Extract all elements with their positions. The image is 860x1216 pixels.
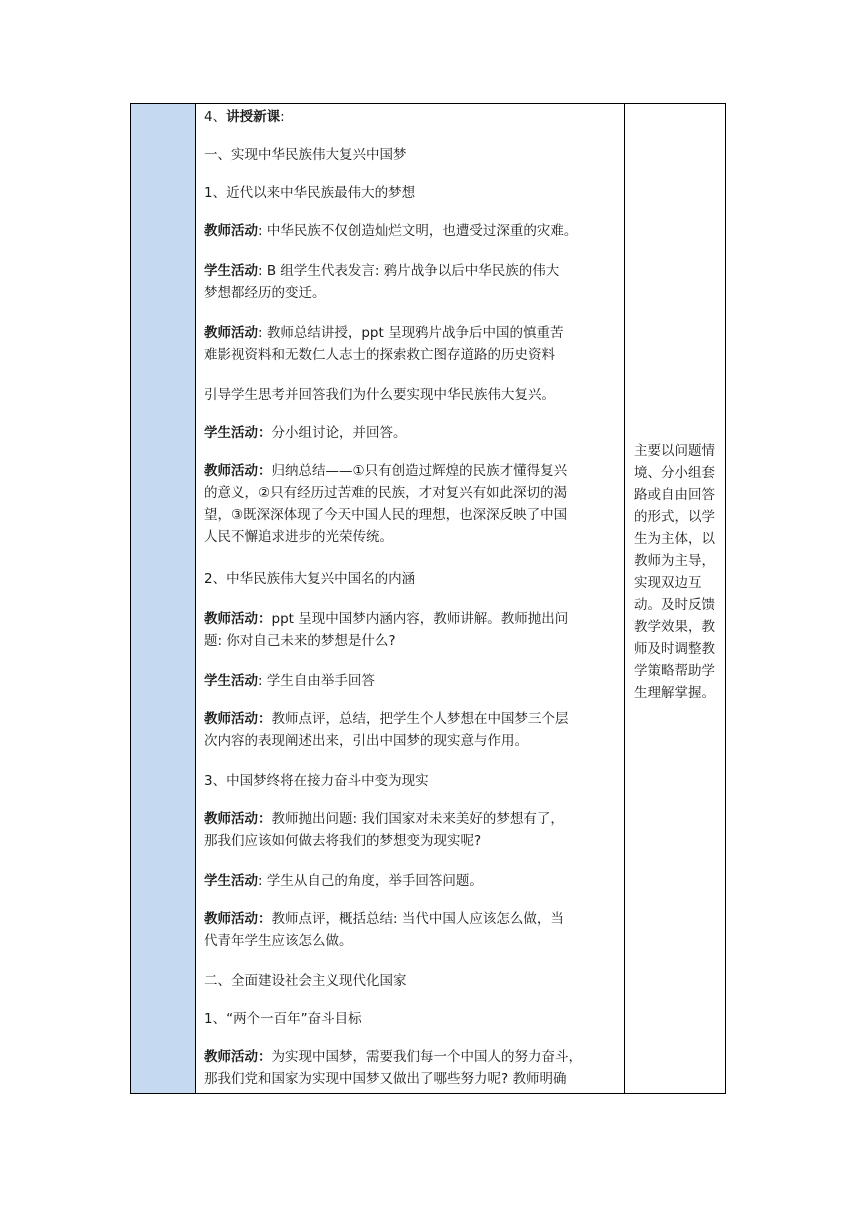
paragraph-6: 教师活动：归纳总结——①只有创造过辉煌的民族才懂得复兴 的意义，②只有经历过苦难的民族，才对复兴有如此深切的渴 望，③既深深体现了今天中国人民的理想，也深深反映了中国 人民不懈追求进步的光荣传统。 (204, 463, 568, 545)
paragraph-9: 教师活动：教师点评，总结，把学生个人梦想在中国梦三个层 次内容的表现阐述出来，引出中国梦的现实意与作用。 (204, 711, 569, 749)
paragraph-12: 教师活动：教师点评，概括总结: 当代中国人应该怎么做，当 代青年学生应该怎么做。 (204, 911, 564, 949)
paragraph-7: 教师活动：ppt 呈现中国梦内涵内容，教师讲解。教师抛出问 题: 你对自己未来的梦想是什么? (204, 611, 569, 649)
lesson-heading: 4、讲授新课: (204, 109, 285, 125)
label-column (131, 104, 196, 1093)
lesson-table (130, 103, 726, 1094)
paragraph-1: 教师活动: 中华民族不仅创造灿烂文明，也遭受过深重的灾难。 (204, 223, 578, 239)
paragraph-13: 教师活动：为实现中国梦，需要我们每一个中国人的努力奋斗， 那我们党和国家为实现中国梦又做出了哪些努力呢? 教师明确 (204, 1049, 582, 1087)
paragraph-5: 学生活动：分小组讨论，并回答。 (204, 425, 407, 441)
paragraph-11: 学生活动: 学生从自己的角度，举手回答问题。 (204, 873, 483, 889)
section-2-title: 二、全面建设社会主义现代化国家 (204, 973, 407, 989)
subsection-1-3: 3、中国梦终将在接力奋斗中变为现实 (204, 773, 429, 789)
paragraph-10: 教师活动：教师抛出问题: 我们国家对未来美好的梦想有了， 那我们应该如何做去将我们的梦想变为现实呢? (204, 811, 564, 849)
paragraph-4: 引导学生思考并回答我们为什么要实现中华民族伟大复兴。 (204, 387, 555, 403)
subsection-1-2: 2、中华民族伟大复兴中国名的内涵 (204, 571, 416, 587)
design-intent-note: 主要以问题情境、分小组套路或自由回答的形式，以学生为主体，以教师为主导，实现双边互动。及时反馈教学效果，教师及时调整教学策略帮助学生理解掌握。 (634, 443, 715, 701)
section-1-title: 一、实现中华民族伟大复兴中国梦 (204, 147, 407, 163)
subsection-2-1: 1、“两个一百年”奋斗目标 (204, 1011, 362, 1027)
paragraph-2: 学生活动: B 组学生代表发言: 鸦片战争以后中华民族的伟大 梦想都经历的变迁。 (204, 263, 560, 301)
subsection-1-1: 1、近代以来中华民族最伟大的梦想 (204, 185, 416, 201)
paragraph-3: 教师活动: 教师总结讲授，ppt 呈现鸦片战争后中国的慎重苦 难影视资料和无数仁人志士的探索救亡图存道路的历史资料 (204, 325, 564, 363)
content-column (196, 104, 625, 1093)
paragraph-8: 学生活动: 学生自由举手回答 (204, 673, 375, 689)
note-column (625, 104, 725, 1093)
